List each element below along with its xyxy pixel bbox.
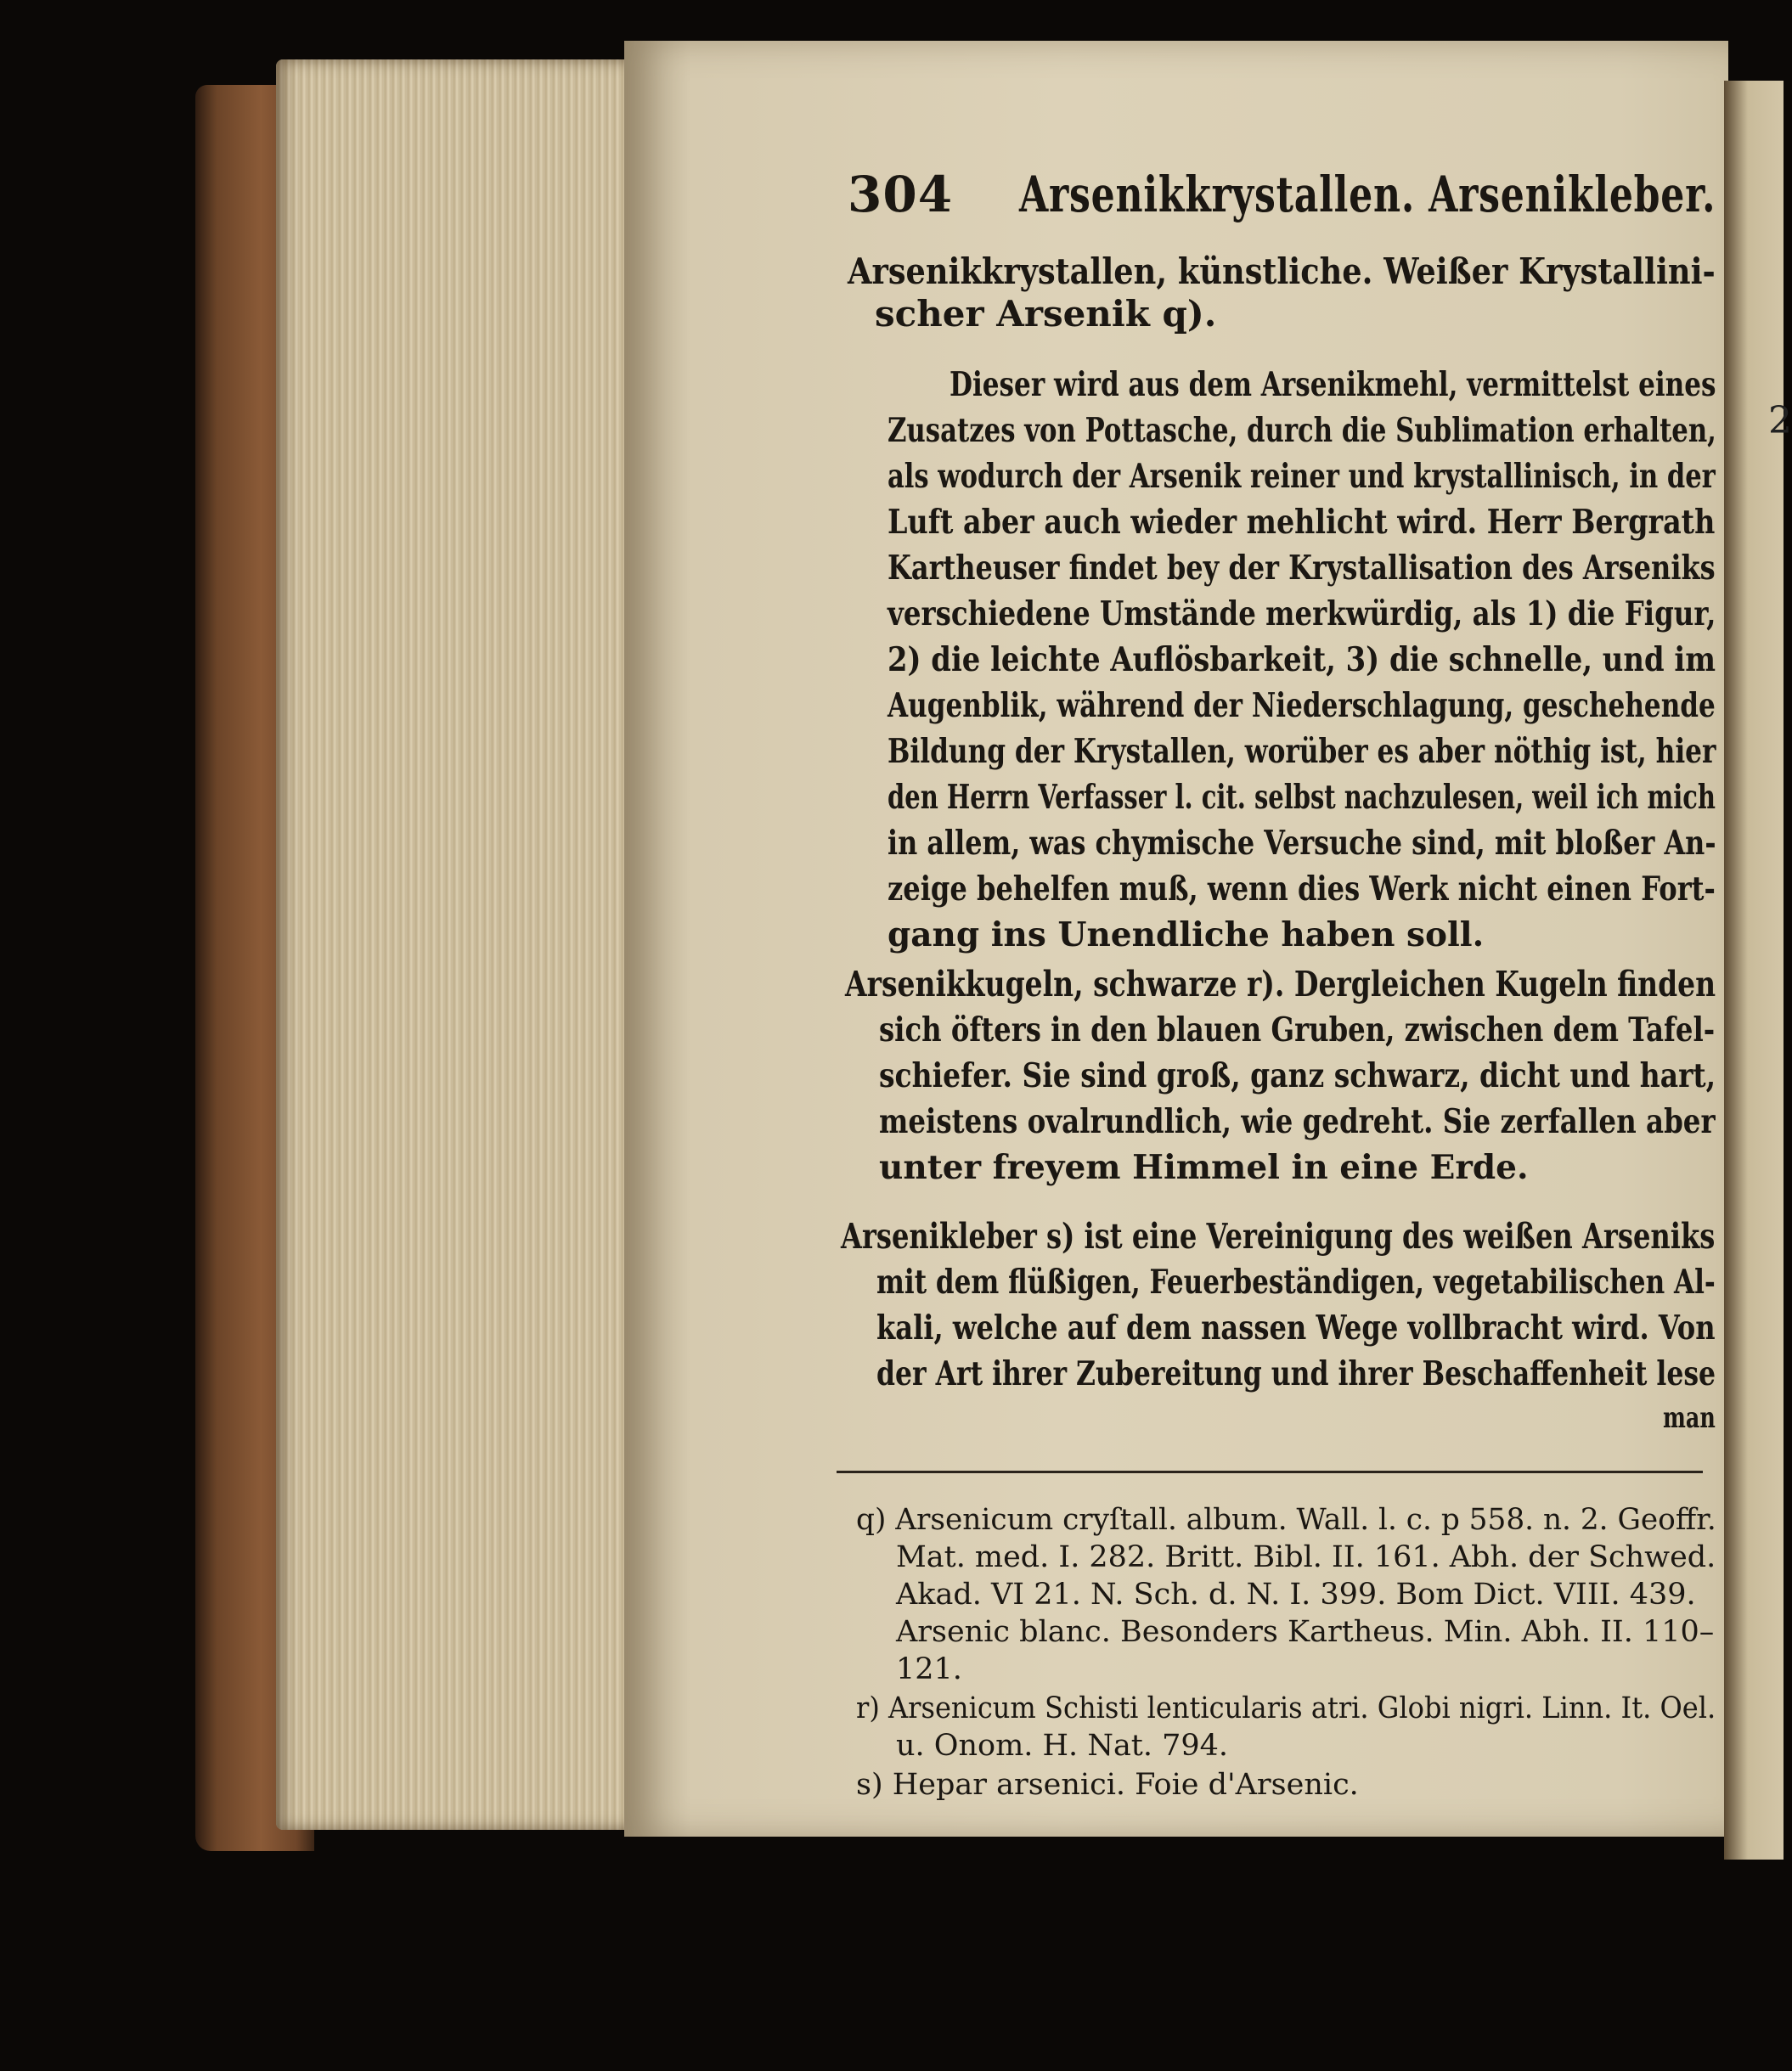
footnote-line: q) Arsenicum cryſtall. album. Wall. l. c. p 558. n. 2. Geoffr. xyxy=(856,1503,1716,1537)
body-line: als wodurch der Arsenik reiner und krystallinisch, in der xyxy=(888,457,1716,496)
page-number: 304 xyxy=(848,166,954,223)
body-line: Zusatzes von Pottasche, durch die Sublimation erhalten, xyxy=(888,411,1716,450)
body-line: schiefer. Sie sind groß, ganz schwarz, dicht und hart, xyxy=(879,1056,1716,1095)
catchword: man xyxy=(1663,1401,1716,1435)
footnote-line: Arsenic blanc. Besonders Kartheus. Min. Abh. II. 110– xyxy=(896,1615,1715,1649)
body-line: den Herrn Verfasser l. cit. selbst nachzulesen, weil ich mich xyxy=(888,778,1716,817)
body-line: Kartheuser findet bey der Krystallisation des Arseniks xyxy=(888,549,1716,588)
footnote-line: Mat. med. I. 282. Britt. Bibl. II. 161. Abh. der Schwed. xyxy=(896,1540,1716,1574)
footnote-line: r) Arsenicum Schisti lenticularis atri. Globi nigri. Linn. It. Oel. xyxy=(856,1691,1716,1725)
body-line: gang ins Unendliche haben soll. xyxy=(888,915,1485,954)
running-title: Arsenikkrystallen. Arsenikleber. xyxy=(1019,166,1716,223)
body-line: sich öfters in den blauen Gruben, zwischen dem Tafel- xyxy=(879,1010,1716,1050)
entry-heading-line: Arsenikleber s) ist eine Vereinigung des weißen Arseniks xyxy=(841,1216,1716,1257)
body-line: Dieser wird aus dem Arsenikmehl, vermittelst eines xyxy=(950,365,1716,404)
entry-heading-line: scher Arsenik q). xyxy=(875,293,1217,335)
body-line: 2) die leichte Auflösbarkeit, 3) die schnelle, und im xyxy=(888,640,1716,679)
body-line: Augenblik, während der Niederschlagung, geschehende xyxy=(888,686,1716,725)
body-line: in allem, was chymische Versuche sind, mit bloßer An- xyxy=(888,824,1716,863)
footnote-rule xyxy=(837,1471,1703,1473)
page-block-edges xyxy=(276,59,633,1830)
footnote-line: u. Onom. H. Nat. 794. xyxy=(896,1729,1229,1763)
facing-page-edge xyxy=(1724,81,1784,1860)
body-line: mit dem flüßigen, Feuerbeständigen, vegetabilischen Al- xyxy=(876,1263,1716,1302)
footnote-line: 121. xyxy=(896,1652,962,1686)
body-line: kali, welche auf dem nassen Wege vollbracht wird. Von xyxy=(876,1308,1716,1348)
facing-page-fragment: 2 xyxy=(1768,399,1792,442)
body-line: meistens ovalrundlich, wie gedreht. Sie zerfallen aber xyxy=(879,1102,1716,1141)
entry-heading-line: Arsenikkugeln, schwarze r). Dergleichen Kugeln finden xyxy=(845,964,1716,1005)
body-line: der Art ihrer Zubereitung und ihrer Beschaffenheit lese xyxy=(876,1354,1716,1393)
body-line: zeige behelfen muß, wenn dies Werk nicht einen Fort- xyxy=(888,869,1716,909)
body-line: verschiedene Umstände merkwürdig, als 1) die Figur, xyxy=(888,594,1716,633)
entry-heading-line: Arsenikkrystallen, künstliche. Weißer Krystallini- xyxy=(848,250,1716,292)
body-line: Bildung der Krystallen, worüber es aber nöthig ist, hier xyxy=(888,732,1716,771)
body-line: unter freyem Himmel in eine Erde. xyxy=(879,1148,1529,1187)
footnote-line: s) Hepar arsenici. Foie d'Arsenic. xyxy=(856,1768,1359,1802)
body-line: Luft aber auch wieder mehlicht wird. Herr Bergrath xyxy=(888,503,1716,542)
footnote-line: Akad. VI 21. N. Sch. d. N. I. 399. Bom Dict. VIII. 439. xyxy=(896,1578,1696,1612)
